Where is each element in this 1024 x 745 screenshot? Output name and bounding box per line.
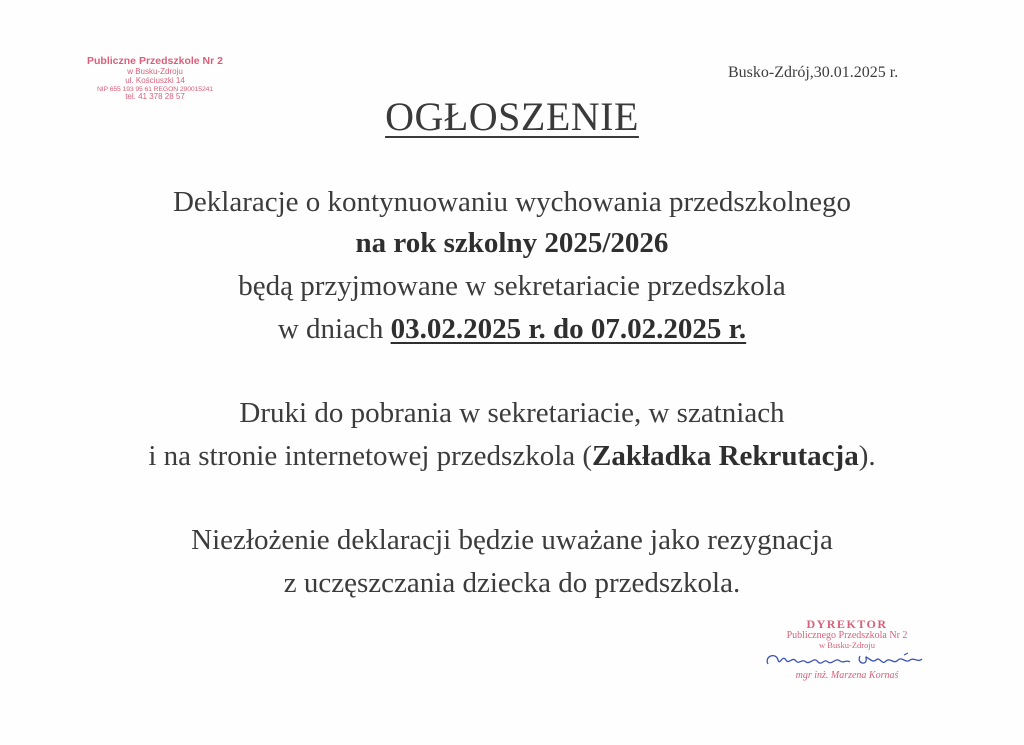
p1-school-year: na rok szkolny 2025/2026 [355, 227, 669, 259]
p1-line4 [0, 313, 1024, 346]
title-container [0, 93, 1024, 140]
stamp-name: Publiczne Przedszkole Nr 2 [87, 55, 223, 67]
stamp-street: ul. Kościuszki 14 [125, 75, 185, 85]
director-stamp [752, 618, 942, 682]
recruitment-tab-name: Zakładka Rekrutacja [592, 440, 859, 472]
p2-line2 [0, 440, 1024, 473]
p2-line1: Druki do pobrania w sekretariacie, w szatniach [239, 397, 785, 429]
p3-line1: Niezłożenie deklaracji będzie uważane jako rezygnacja [191, 524, 833, 556]
director-name: mgr inż. Marzena Kornaś [795, 670, 899, 682]
signature-icon [762, 650, 932, 670]
p1-line1: Deklaracje o kontynuowaniu wychowania przedszkolnego [172, 186, 852, 218]
p1-line4-prefix: w dniach [277, 313, 391, 345]
submission-dates: 03.02.2025 r. do 07.02.2025 r. [390, 313, 747, 345]
p2-line2-suffix: ). [858, 440, 876, 472]
document-date: Busko-Zdrój,30.01.2025 r. [728, 64, 899, 81]
stamp-phone: tel. 41 378 28 57 [125, 92, 185, 102]
stamp-tax-ids: NIP 655 193 95 61 REGON 290015241 [97, 85, 213, 93]
page-title: OGŁOSZENIE [385, 94, 639, 139]
director-title: DYREKTOR [806, 617, 888, 631]
stamp-city: w Busku-Zdroju [127, 66, 183, 76]
p3-line2: z uczęszczania dziecka do przedszkola. [283, 567, 741, 599]
director-city: w Busku-Zdroju [819, 640, 875, 651]
director-institution: Publicznego Przedszkola Nr 2 [786, 629, 908, 641]
p2-line2-prefix: i na stronie internetowej przedszkola ( [148, 440, 593, 472]
p1-line3: będą przyjmowane w sekretariacie przedszkola [238, 270, 786, 302]
